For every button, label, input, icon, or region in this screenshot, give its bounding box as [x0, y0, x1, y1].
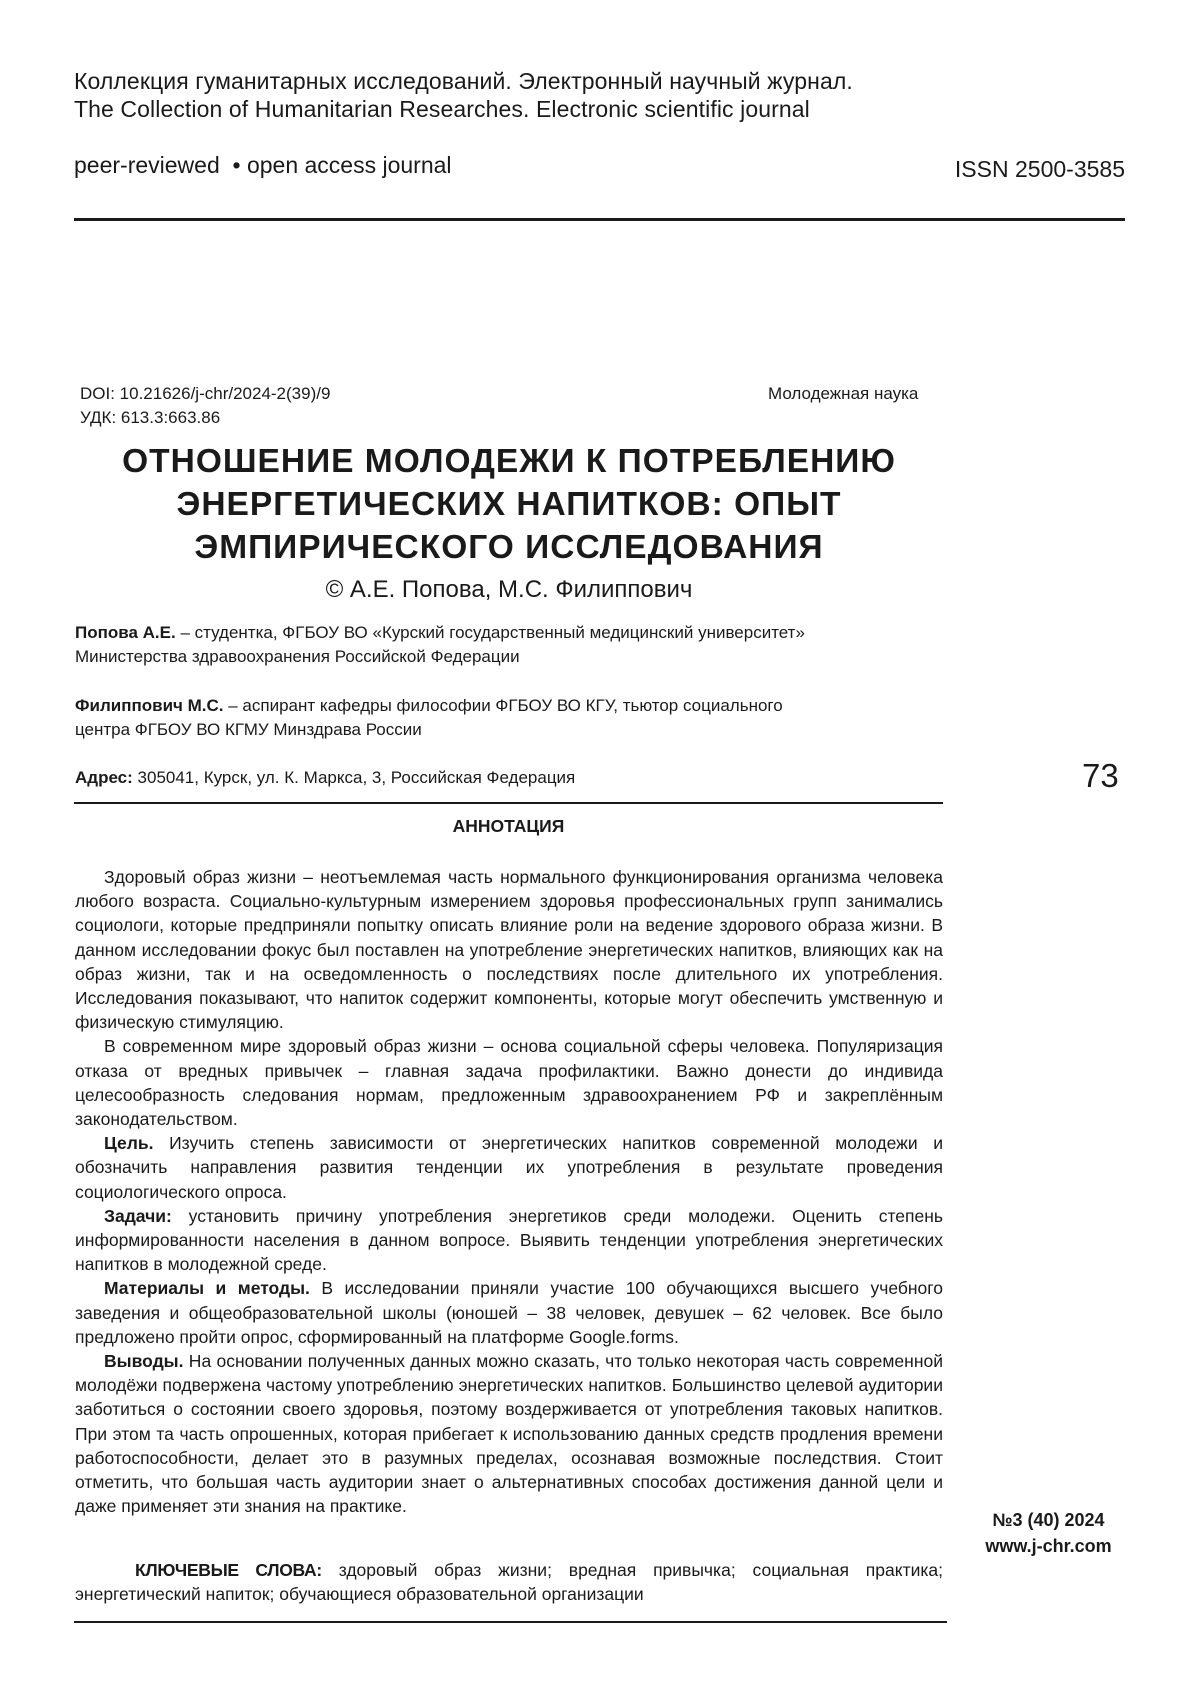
conclusions-label: Выводы.: [104, 1351, 184, 1372]
affiliation-text: – студентка, ФГБОУ ВО «Курский государственный медицинский университет»: [175, 623, 805, 642]
conclusions-text: На основании полученных данных можно сказать, что только некоторая часть современной молодёжи подвержена частому употреблению энергетических напитков. Большинство целевой аудитории заботиться о состоянии своего здоровья, поэтому воздерживается от употребления таковых напитков. При этом та часть опрошенных, которая прибегает к использованию данных средств продления времени работоспособности, делает это в разумных пределах, осознавая возможные последствия. Стоит отметить, что большая часть аудитории знает о альтернативных способах достижения данной цели и даже применяет эти знания на практике.: [75, 1351, 943, 1517]
authors: © А.Е. Попова, М.С. Филиппович: [325, 576, 693, 603]
address-text: 305041, Курск, ул. К. Маркса, 3, Российская Федерация: [132, 768, 576, 787]
keywords-label: КЛЮЧЕВЫЕ СЛОВА:: [135, 1560, 322, 1580]
methods-label: Материалы и методы.: [104, 1278, 310, 1299]
affiliation-popova: [75, 621, 805, 669]
journal-website: www.j-chr.com: [985, 1536, 1112, 1556]
journal-title-ru: Коллекция гуманитарных исследований. Электронный научный журнал.: [74, 68, 853, 94]
affiliation-text: – аспирант кафедры философии ФГБОУ ВО КГУ, тьютор социального: [223, 696, 783, 715]
affiliation-text: Министерства здравоохранения Российской Федерации: [75, 647, 520, 666]
header-divider: [74, 218, 1125, 221]
article-title: [74, 440, 944, 569]
abstract-methods: [75, 1276, 943, 1349]
abstract-goal: [75, 1131, 943, 1204]
author-name: Попова А.Е.: [75, 623, 176, 642]
issue-info: [976, 1507, 1121, 1559]
affiliation-text: центра ФГБОУ ВО КГМУ Минздрава России: [75, 720, 422, 739]
keywords: [75, 1558, 943, 1606]
abstract-paragraph: В современном мире здоровый образ жизни – основа социальной сферы человека. Популяризация отказа от вредных привычек – главная задача профилактики. Важно донести до индивида целесообразность следования нормам, предложенным здравоохранением РФ и закреплённым законодательством.: [75, 1036, 943, 1130]
abstract-paragraph: Здоровый образ жизни – неотъемлемая часть нормального функционирования организма человека любого возраста. Социально-культурным измерением здоровья профессиональных групп занимались социологи, которые предприняли попытку описать влияние роли на ведение здорового образа жизни. В данном исследовании фокус был поставлен на употребление энергетических напитков, влияющих как на образ жизни, так и на осведомленность о последствиях после длительного их употребления. Исследования показывают, что напиток содержит компоненты, которые могут обеспечить умственную и физическую стимуляцию.: [75, 867, 943, 1033]
section-name: Молодежная наука: [768, 384, 919, 403]
abstract-heading: АННОТАЦИЯ: [452, 816, 565, 836]
abstract-body: [75, 865, 943, 1518]
page-number: 73: [1082, 757, 1119, 794]
tasks-text: установить причину употребления энергетиков среди молодежи. Оценить степень информированности населения в данном вопросе. Выявить тенденции употребления энергетических напитков в молодежной среде.: [75, 1205, 943, 1275]
footer-divider: [74, 1621, 947, 1623]
title-line: ЭНЕРГЕТИЧЕСКИХ НАПИТКОВ: ОПЫТ: [176, 486, 842, 523]
address-label: Адрес:: [75, 768, 133, 787]
keywords-text: здоровый образ жизни; вредная привычка; социальная практика; энергетический напиток; обучающиеся образовательной организации: [75, 1560, 943, 1604]
peer-review-label: peer-reviewed • open access journal: [74, 152, 452, 178]
methods-text: В исследовании приняли участие 100 обучающихся высшего учебного заведения и общеобразовательной школы (юношей – 38 человек, девушек – 62 человек. Все было предложено пройти опрос, сформированный на платформе Google.forms.: [75, 1278, 944, 1347]
issn: ISSN 2500-3585: [954, 156, 1125, 182]
goal-text: Изучить степень зависимости от энергетических напитков современной молодежи и обозначить направления развития тенденции их употребления в результате проведения социологического опроса.: [75, 1133, 943, 1202]
udk: УДК: 613.3:663.86: [80, 408, 221, 427]
address: [75, 766, 575, 790]
doi: DOI: 10.21626/j-chr/2024-2(39)/9: [80, 384, 331, 403]
issue-number: №3 (40) 2024: [992, 1510, 1105, 1530]
author-name: Филиппович М.С.: [75, 696, 224, 715]
goal-label: Цель.: [104, 1133, 154, 1154]
tasks-label: Задачи:: [104, 1205, 172, 1226]
abstract-conclusions: [75, 1349, 943, 1518]
journal-title-en: The Collection of Humanitarian Researches. Electronic scientific journal: [74, 96, 810, 122]
abstract-divider: [74, 802, 943, 804]
abstract-tasks: [75, 1204, 943, 1277]
affiliation-filippovich: [75, 694, 783, 742]
title-line: ЭМПИРИЧЕСКОГО ИССЛЕДОВАНИЯ: [194, 529, 824, 566]
title-line: ОТНОШЕНИЕ МОЛОДЕЖИ К ПОТРЕБЛЕНИЮ: [122, 443, 896, 480]
